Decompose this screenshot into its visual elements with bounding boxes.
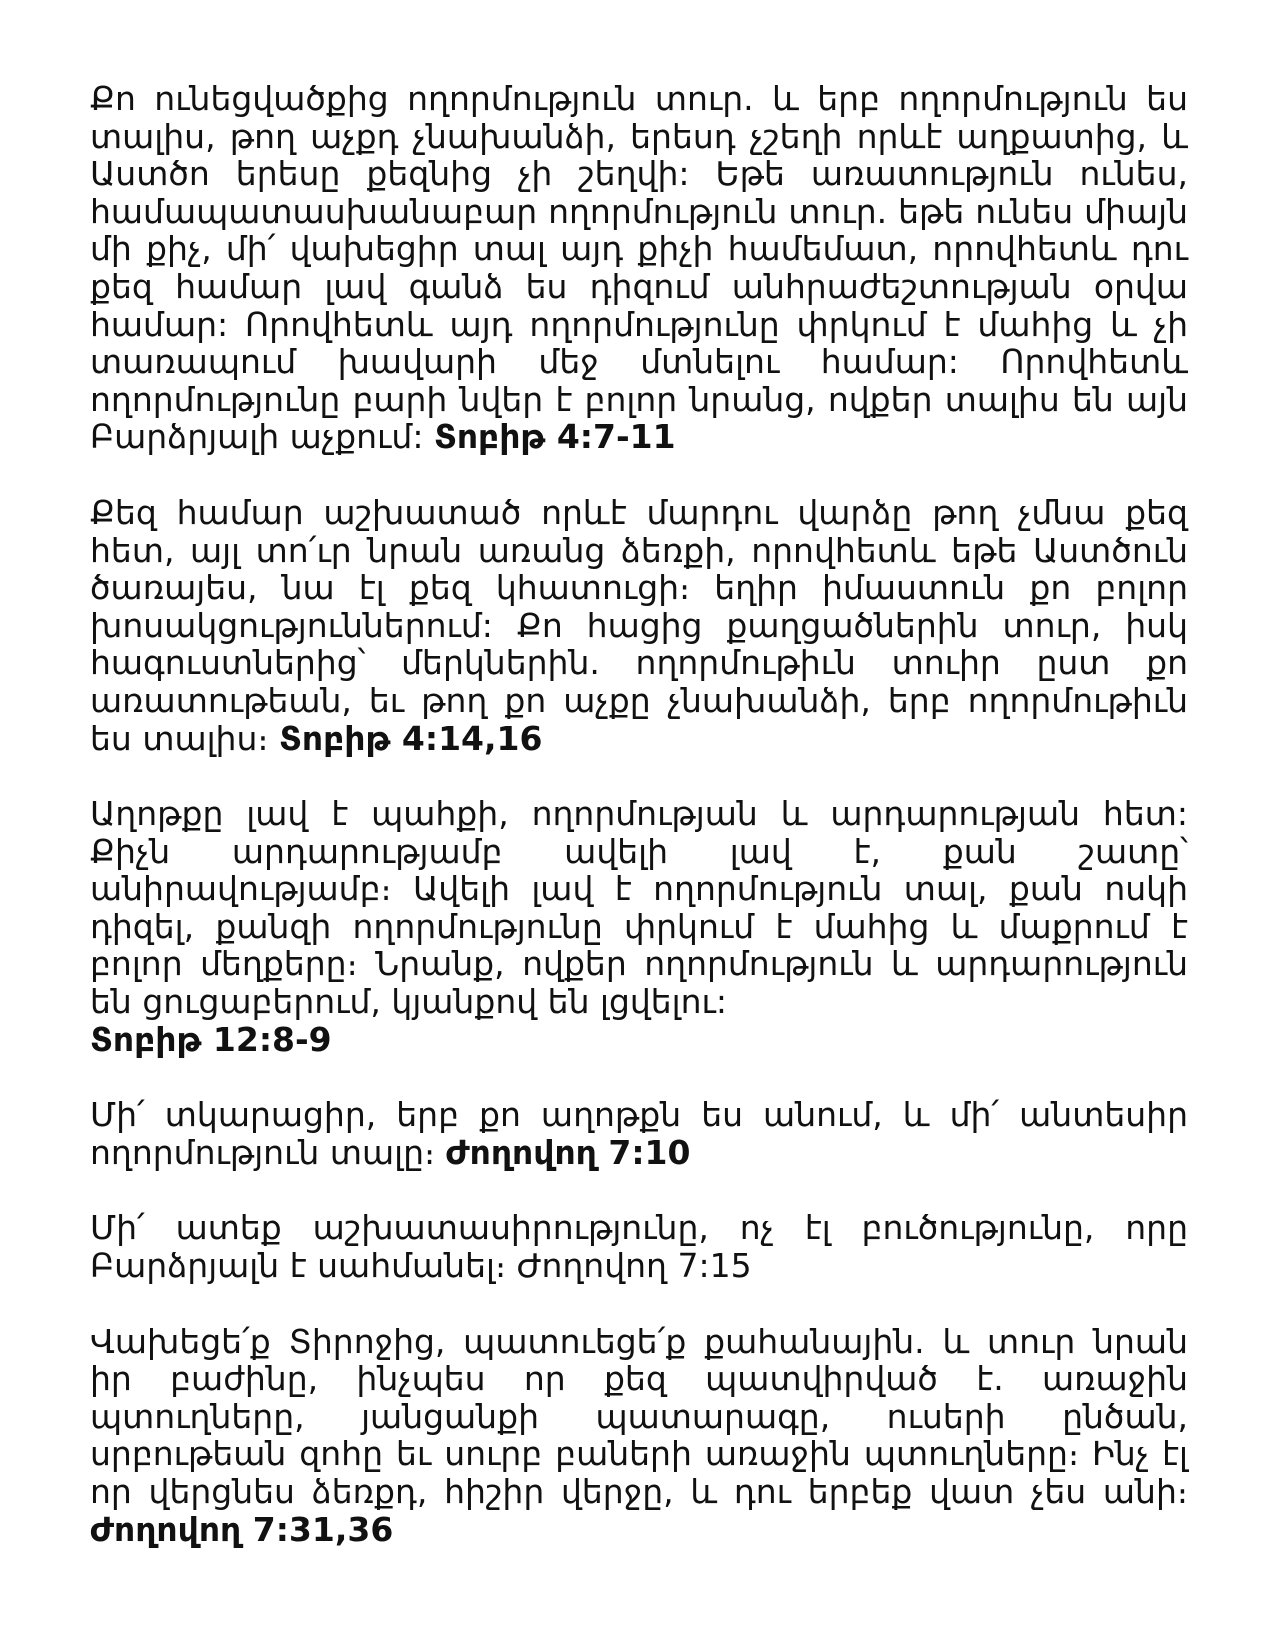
scripture-reference: Տոբիթ 12:8-9 [90,1019,332,1059]
scripture-reference: Տոբիթ 4:14,16 [279,718,543,758]
paragraph-sirach-7-10 [90,1096,1188,1171]
paragraph-text: Մի՛ տկարացիր, երբ քո աղոթքն ես անում, և մի՛ անտեսիր ողորմություն տալը։ [90,1095,1188,1172]
document-page [90,80,1188,1586]
paragraph-text: Աղոթքը լավ է պահքի, ողորմության և արդարության հետ: Քիչն արդարությամբ ավելի լավ է, քան շատը՝ անիրավությամբ։ Ավելի լավ է ողորմություն տալ, քան ոսկի դիզել, քանզի ողորմությունը փրկում է մահից և մաքրում է բոլոր մեղքերը։ Նրանք, ովքեր ողորմություն և արդարություն են ցուցաբերում, կյանքով են լցվելու: [90,794,1188,1022]
scripture-reference: Ժողովող 7:10 [445,1132,691,1172]
scripture-reference: Ժողովող 7:31,36 [90,1509,394,1549]
paragraph-text: Քո ունեցվածքից ողորմություն տուր. և երբ ողորմություն ես տալիս, թող աչքդ չնախանձի, երեսդ չշեղի որևէ աղքատից, և Աստծո երեսը քեզնից չի շեղվի: Եթե առատություն ունես, համապատասխանաբար ողորմություն տուր. եթե ունես միայն մի քիչ, մի՛ վախեցիր տալ այդ քիչի համեմատ, որովհետև դու քեզ համար լավ գանձ ես դիզում անհրաժեշտության օրվա համար: Որովհետև այդ ողորմությունը փրկում է մահից և չի տառապում խավարի մեջ մտնելու համար: Որովհետև ողորմությունը բարի նվեր է բոլոր նրանց, ովքեր տալիս են այն Բարձրյալի աչքում: [90,79,1188,457]
paragraph-text: Վախեցե՛ք Տիրոջից, պատուեցե՛ք քահանային. և տուր նրան իր բաժինը, ինչպես որ քեզ պատվիրված է. առաջին պտուղները, յանցանքի պատարագը, ուսերի ընծան, սրբութեան զոհը եւ սուրբ բաների առաջին պտուղները։ Ինչ էլ որ վերցնես ձեռքդ, հիշիր վերջը, և դու երբեք վատ չես անի։ [90,1321,1188,1511]
paragraph-sirach-7-31-36 [90,1323,1188,1549]
scripture-reference: Տոբիթ 4:7-11 [433,417,676,457]
paragraph-text: Մի՛ ատեք աշխատասիրությունը, ոչ էլ բուծությունը, որը Բարձրյալն է սահմանել։ [90,1208,1188,1286]
paragraph-tobit-12-8-9 [90,795,1188,1058]
paragraph-text: Քեզ համար աշխատած որևէ մարդու վարձը թող չմնա քեզ հետ, այլ տո՛ւր նրան առանց ձեռքի, որովհետև եթե Աստծուն ծառայես, նա էլ քեզ կհատուցի։ եղիր իմաստուն քո բոլոր խոսակցություններում: Քո հացից քաղցածներին տուր, իսկ հագուստներից՝ մերկներին. ողորմութիւն տուիր ըստ քո առատութեան, եւ թող քո աչքը չնախանձի, երբ ողորմութիւն ես տալիս։ [90,492,1188,758]
paragraph-tobit-4-14-16 [90,494,1188,757]
scripture-reference: Ժողովող 7:15 [516,1246,752,1286]
paragraph-tobit-4-7-11 [90,80,1188,456]
paragraph-sirach-7-15 [90,1209,1188,1284]
